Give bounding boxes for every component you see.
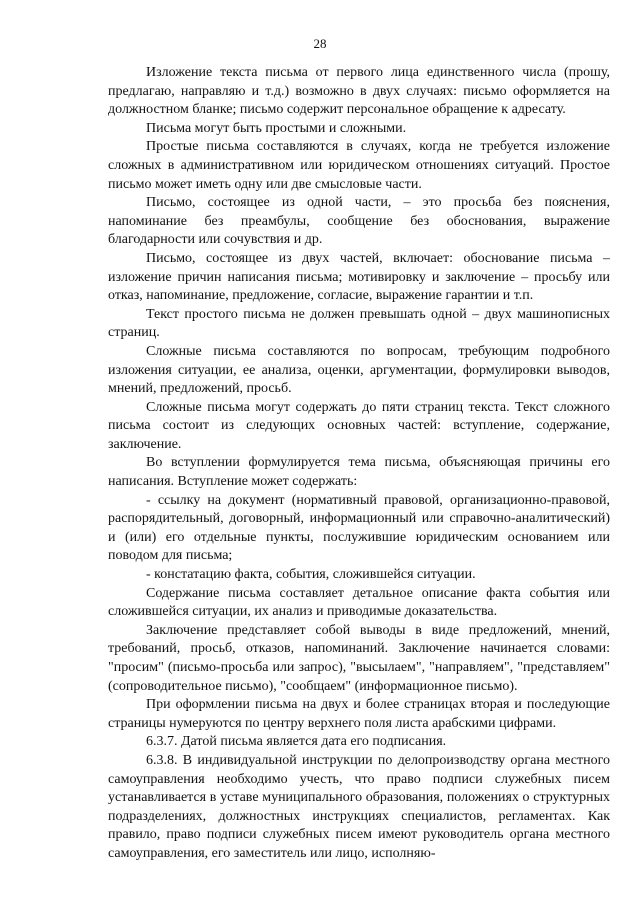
- paragraph: Письма могут быть простыми и сложными.: [146, 120, 407, 136]
- page-number: 28: [313, 36, 327, 51]
- section-paragraph: 6.3.8. В индивидуальной инструкции по делопроизводству органа местного самоуправления необходимо учесть, что право подписи служебных писем устанавливается в уставе муниципального образования, положениях о структурных подразделениях, должностных инструкциях специалистов, регламентах. Как правило, право подписи служебных писем имеют руководитель органа местного самоуправления, его заместитель или лицо, исполняю-: [108, 752, 610, 861]
- paragraph: Заключение представляет собой выводы в виде предложений, мнений, требований, просьб, отказов, напоминаний. Заключение начинается словами: "просим" (письмо-просьба или запрос), "высылаем", "направляем", "представляем" (сопроводительное письмо), "сообщаем" (информационное письмо).: [108, 622, 610, 694]
- paragraph: Простые письма составляются в случаях, когда не требуется изложение сложных в административном или юридическом отношениях ситуаций. Простое письмо может иметь одну или две смысловые части.: [108, 139, 610, 192]
- list-item: - ссылку на документ (нормативный правовой, организационно-правовой, распорядительный, договорный, информационный или справочно-аналитический) и (или) его отдельные пункты, послужившие юридическим основанием или поводом для письма;: [108, 492, 610, 564]
- paragraph: Во вступлении формулируется тема письма, объясняющая причины его написания. Вступление может содержать:: [108, 455, 610, 490]
- paragraph: Содержание письма составляет детальное описание факта события или сложившейся ситуации, их анализ и приводимые доказательства.: [108, 585, 610, 620]
- paragraph: Текст простого письма не должен превышать одной – двух машинописных страниц.: [108, 306, 610, 341]
- paragraph: Письмо, состоящее из двух частей, включает: обоснование письма – изложение причин написания письма; мотивировку и заключение – просьбу или отказ, напоминание, предложение, согласие, выражение гарантии и т.п.: [108, 250, 610, 304]
- paragraph: Сложные письма составляются по вопросам, требующим подробного изложения ситуации, ее анализа, оценки, аргументации, формулировки выводов, мнений, предложений, просьб.: [108, 343, 610, 397]
- list-item: - констатацию факта, события, сложившейся ситуации.: [146, 567, 476, 583]
- section-paragraph: 6.3.7. Датой письма является дата его подписания.: [146, 734, 447, 750]
- document-body: [108, 64, 610, 864]
- paragraph: Сложные письма могут содержать до пяти страниц текста. Текст сложного письма состоит из следующих основных частей: вступление, содержание, заключение.: [108, 399, 610, 452]
- paragraph: При оформлении письма на двух и более страницах вторая и последующие страницы нумеруются по центру верхнего поля листа арабскими цифрами.: [108, 697, 610, 731]
- paragraph: Изложение текста письма от первого лица единственного числа (прошу, предлагаю, направляю и т.д.) возможно в двух случаях: письмо оформляется на должностном бланке; письмо содержит персональное обращение к адресату.: [108, 65, 610, 118]
- paragraph: Письмо, состоящее из одной части, – это просьба без пояснения, напоминание без преамбулы, сообщение без обоснования, выражение благодарности или сочувствия и др.: [108, 195, 610, 248]
